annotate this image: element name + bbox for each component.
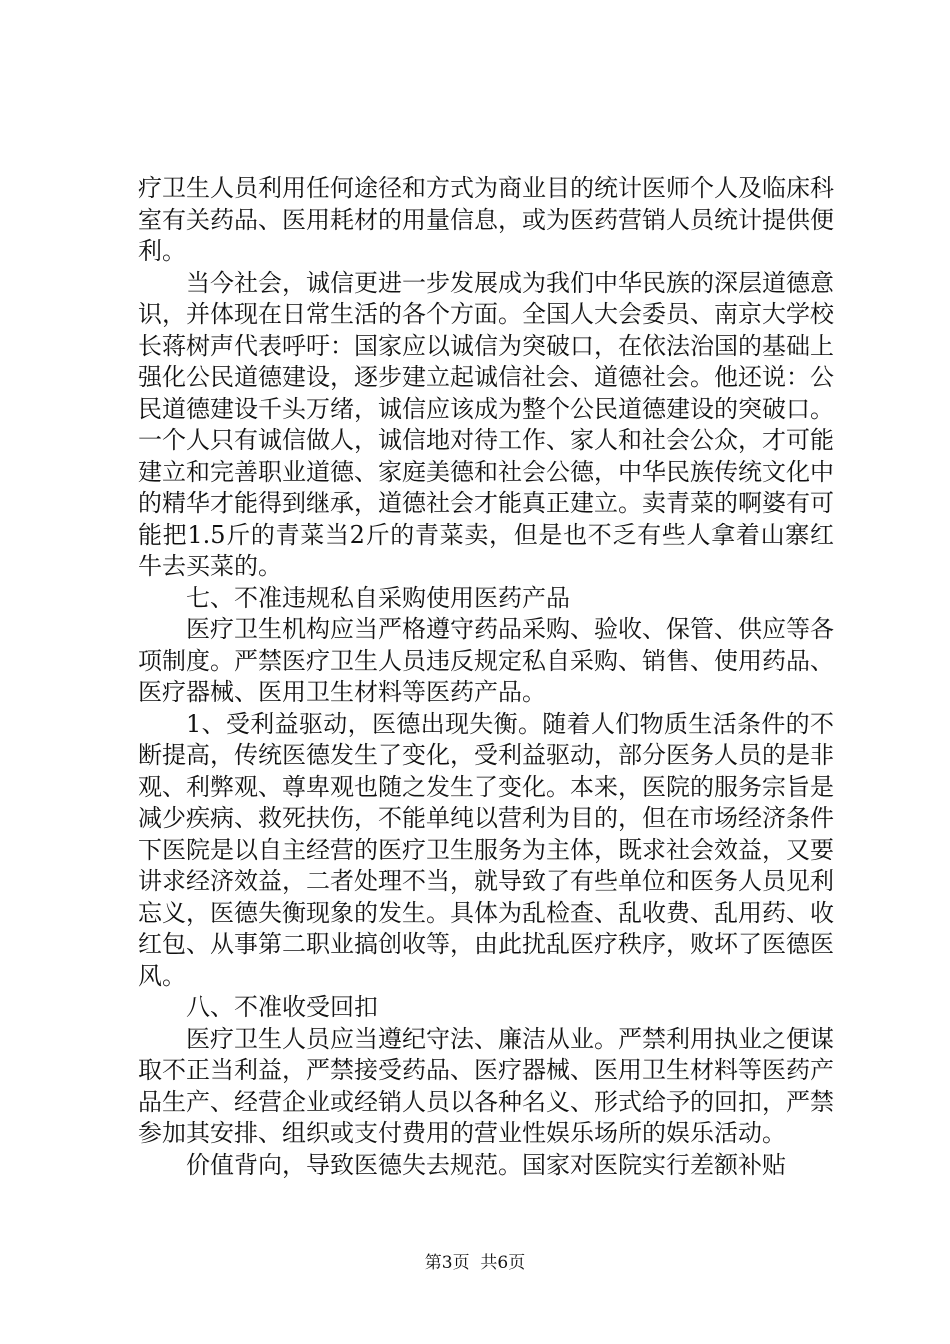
paragraph: 当今社会，诚信更进一步发展成为我们中华民族的深层道德意识，并体现在日常生活的各个方面。全国人大会委员、南京大学校长蒋树声代表呼吁：国家应以诚信为突破口，在依法治国的基础上强化公民道德建设，逐步建立起诚信社会、道德社会。他还说：公民道德建设千头万绪，诚信应该成为整个公民道德建设的突破口。一个人只有诚信做人，诚信地对待工作、家人和社会公众，才可能建立和完善职业道德、家庭美德和社会公德，中华民族传统文化中的精华才能得到继承，道德社会才能真正建立。卖青菜的啊婆有可能把1.5斤的青菜当2斤的青菜卖，但是也不乏有些人拿着山寨红牛去买菜的。 [138,268,834,580]
page-number-label: 第3页 共6页 [424,1253,526,1273]
paragraph: 1、受利益驱动，医德出现失衡。随着人们物质生活条件的不断提高，传统医德发生了变化，受利益驱动，部分医务人员的是非观、利弊观、尊卑观也随之发生了变化。本来，医院的服务宗旨是减少疾病、救死扶伤，不能单纯以营利为目的，但在市场经济条件下医院是以自主经营的医疗卫生服务为主体，既求社会效益，又要讲求经济效益，二者处理不当，就导致了有些单位和医务人员见利忘义，医德失衡现象的发生。具体为乱检查、乱收费、乱用药、收红包、从事第二职业搞创收等，由此扰乱医疗秩序，败坏了医德医风。 [138,709,834,990]
paragraph: 价值背向，导致医德失去规范。国家对医院实行差额补贴 [186,1150,786,1179]
paragraph: 疗卫生人员利用任何途径和方式为商业目的统计医师个人及临床科室有关药品、医用耗材的用量信息，或为医药营销人员统计提供便利。 [138,174,834,265]
section-heading: 七、不准违规私自采购使用医药产品 [186,583,570,612]
section-heading: 八、不准收受回扣 [186,993,378,1021]
page-footer [0,1248,950,1273]
paragraph: 医疗卫生机构应当严格遵守药品采购、验收、保管、供应等各项制度。严禁医疗卫生人员违反规定私自采购、销售、使用药品、医疗器械、医用卫生材料等医药产品。 [138,615,834,706]
paragraph: 医疗卫生人员应当遵纪守法、廉洁从业。严禁利用执业之便谋取不正当利益，严禁接受药品、医疗器械、医用卫生材料等医药产品生产、经营企业或经销人员以各种名义、形式给予的回扣，严禁参加其安排、组织或支付费用的营业性娱乐场所的娱乐活动。 [138,1024,834,1147]
document-body [138,173,834,1181]
